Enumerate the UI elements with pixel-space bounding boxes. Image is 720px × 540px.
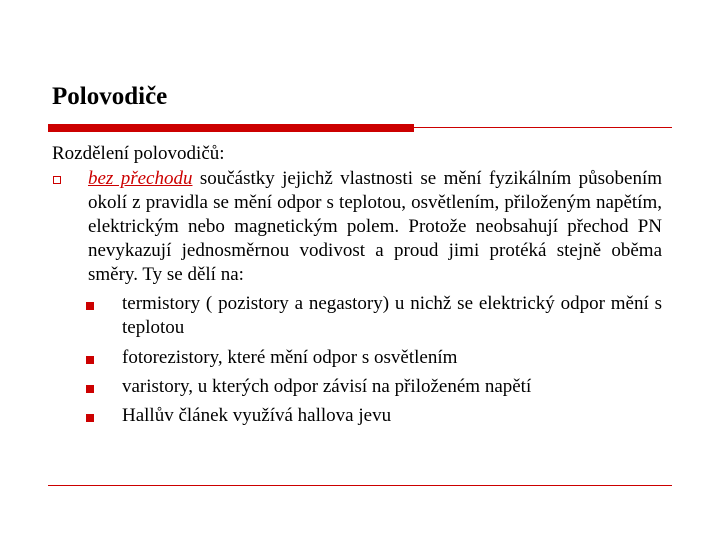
title-underline-thick bbox=[48, 124, 414, 132]
sub-bullet-text: fotorezistory, které mění odpor s osvětlením bbox=[122, 347, 458, 368]
sub-bullet-text: termistory ( pozistory a negastory) u nichž se elektrický odpor mění s teplotou bbox=[122, 293, 662, 338]
solid-square-bullet-icon bbox=[86, 302, 94, 310]
sub-bullet-text: Hallův článek využívá hallova jevu bbox=[122, 405, 392, 426]
solid-square-bullet-icon bbox=[86, 414, 94, 422]
sub-bullet-text: varistory, u kterých odpor závisí na přiloženém napětí bbox=[122, 376, 532, 397]
main-bullet-body: součástky jejichž vlastnosti se mění fyzikálním působením okolí z pravidla se mění odpor s teplotou, osvětlením, přiloženým napětím, elektrickým nebo magnetickým polem. Protože neobsahují přechod PN nevykazují jednosměrnou vodivost a proud jimi protéká stejně oběma směry. Ty se dělí na: bbox=[88, 168, 662, 285]
sub-bullet-item bbox=[86, 346, 662, 370]
main-bullet-item bbox=[52, 167, 662, 287]
solid-square-bullet-icon bbox=[86, 356, 94, 364]
sub-bullet-item bbox=[86, 375, 662, 399]
term-highlight: bez přechodu bbox=[88, 168, 193, 189]
solid-square-bullet-icon bbox=[86, 385, 94, 393]
main-bullet-text bbox=[88, 167, 662, 287]
slide-title: Polovodiče bbox=[52, 83, 168, 110]
title-underline bbox=[48, 124, 672, 132]
intro-text: Rozdělení polovodičů: bbox=[52, 143, 225, 164]
sub-bullet-item bbox=[86, 292, 662, 340]
bottom-divider bbox=[48, 485, 672, 486]
title-underline-thin bbox=[414, 127, 672, 128]
sub-bullet-item bbox=[86, 404, 662, 428]
hollow-square-bullet-icon bbox=[53, 176, 61, 184]
